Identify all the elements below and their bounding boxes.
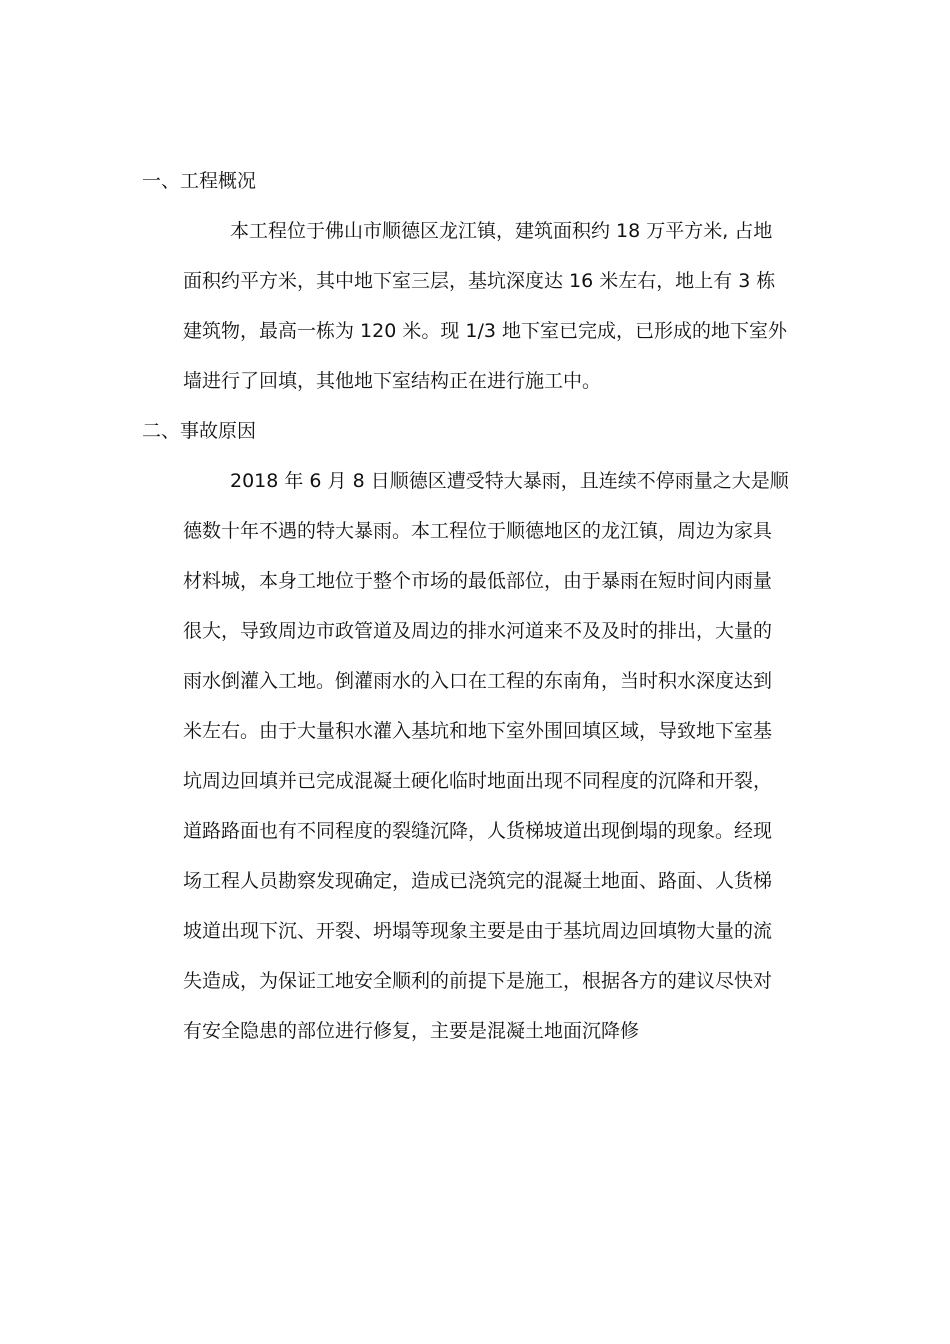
paragraph-line: 坑周边回填并已完成混凝土硬化临时地面出现不同程度的沉降和开裂， [183, 770, 773, 792]
paragraph-line: 材料城，本身工地位于整个市场的最低部位，由于暴雨在短时间内雨量 [183, 570, 773, 592]
section-heading-cause: 二、事故原因 [142, 420, 257, 442]
paragraph-line: 米左右。由于大量积水灌入基坑和地下室外围回填区域，导致地下室基 [183, 720, 773, 742]
paragraph-line: 2018 年 6 月 8 日顺德区遭受特大暴雨，且连续不停雨量之大是顺 [230, 470, 789, 492]
section-heading-overview: 一、工程概况 [142, 170, 257, 192]
paragraph-line: 道路路面也有不同程度的裂缝沉降，人货梯坡道出现倒塌的现象。经现 [183, 820, 773, 842]
paragraph-line: 场工程人员勘察发现确定，造成已浇筑完的混凝土地面、路面、人货梯 [183, 870, 773, 892]
paragraph-line: 面积约平方米，其中地下室三层，基坑深度达 16 米左右，地上有 3 栋 [183, 270, 776, 292]
paragraph-line: 很大，导致周边市政管道及周边的排水河道来不及及时的排出，大量的 [183, 620, 773, 642]
paragraph-line: 坡道出现下沉、开裂、坍塌等现象主要是由于基坑周边回填物大量的流 [183, 920, 773, 942]
paragraph-line: 失造成，为保证工地安全顺利的前提下是施工，根据各方的建议尽快对 [183, 970, 773, 992]
paragraph-line: 德数十年不遇的特大暴雨。本工程位于顺德地区的龙江镇，周边为家具 [183, 520, 773, 542]
paragraph-line: 本工程位于佛山市顺德区龙江镇，建筑面积约 18 万平方米, 占地 [230, 220, 773, 242]
paragraph-line: 雨水倒灌入工地。倒灌雨水的入口在工程的东南角，当时积水深度达到 [183, 670, 773, 692]
paragraph-line: 有安全隐患的部位进行修复，主要是混凝土地面沉降修 [183, 1020, 640, 1042]
paragraph-line: 墙进行了回填，其他地下室结构正在进行施工中。 [183, 370, 602, 392]
paragraph-line: 建筑物，最高一栋为 120 米。现 1/3 地下室已完成，已形成的地下室外 [183, 320, 788, 342]
